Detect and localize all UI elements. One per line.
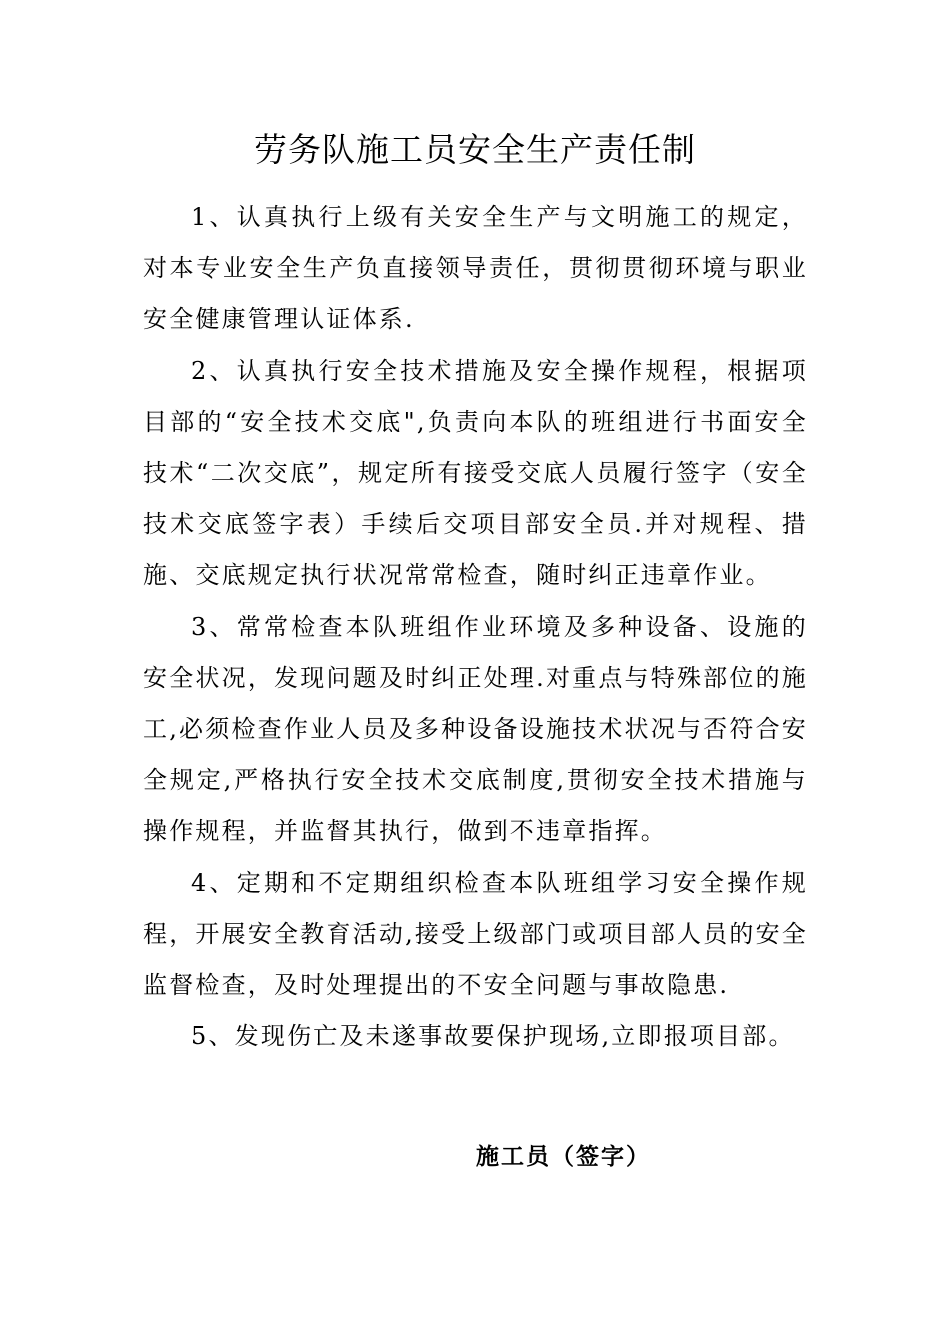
paragraph-4: 4、定期和不定期组织检查本队班组学习安全操作规程，开展安全教育活动,接受上级部门或项目部人员的安全监督检查，及时处理提出的不安全问题与事故隐患. bbox=[143, 868, 808, 1000]
paragraph-5: 5、发现伤亡及未遂事故要保护现场,立即报项目部。 bbox=[191, 1022, 795, 1051]
paragraph-1: 1、认真执行上级有关安全生产与文明施工的规定，对本专业安全生产负直接领导责任，贯彻贯彻环境与职业安全健康管理认证体系. bbox=[143, 203, 808, 334]
signature-label: 施工员（签字） bbox=[476, 1143, 651, 1170]
document-title: 劳务队施工员安全生产责任制 bbox=[254, 130, 696, 169]
paragraph-2: 2、认真执行安全技术措施及安全操作规程，根据项目部的“安全技术交底",负责向本队的班组进行书面安全技术“二次交底”，规定所有接受交底人员履行签字（安全技术交底签字表）手续后交项目部安全员.并对规程、措施、交底规定执行状况常常检查，随时纠正违章作业。 bbox=[143, 356, 808, 590]
document-body bbox=[143, 192, 808, 1062]
paragraph-3: 3、常常检查本队班组作业环境及多种设备、设施的安全状况，发现问题及时纠正处理.对重点与特殊部位的施工,必须检查作业人员及多种设备设施技术状况与否符合安全规定,严格执行安全技术交底制度,贯彻安全技术措施与操作规程，并监督其执行，做到不违章指挥。 bbox=[143, 612, 808, 846]
